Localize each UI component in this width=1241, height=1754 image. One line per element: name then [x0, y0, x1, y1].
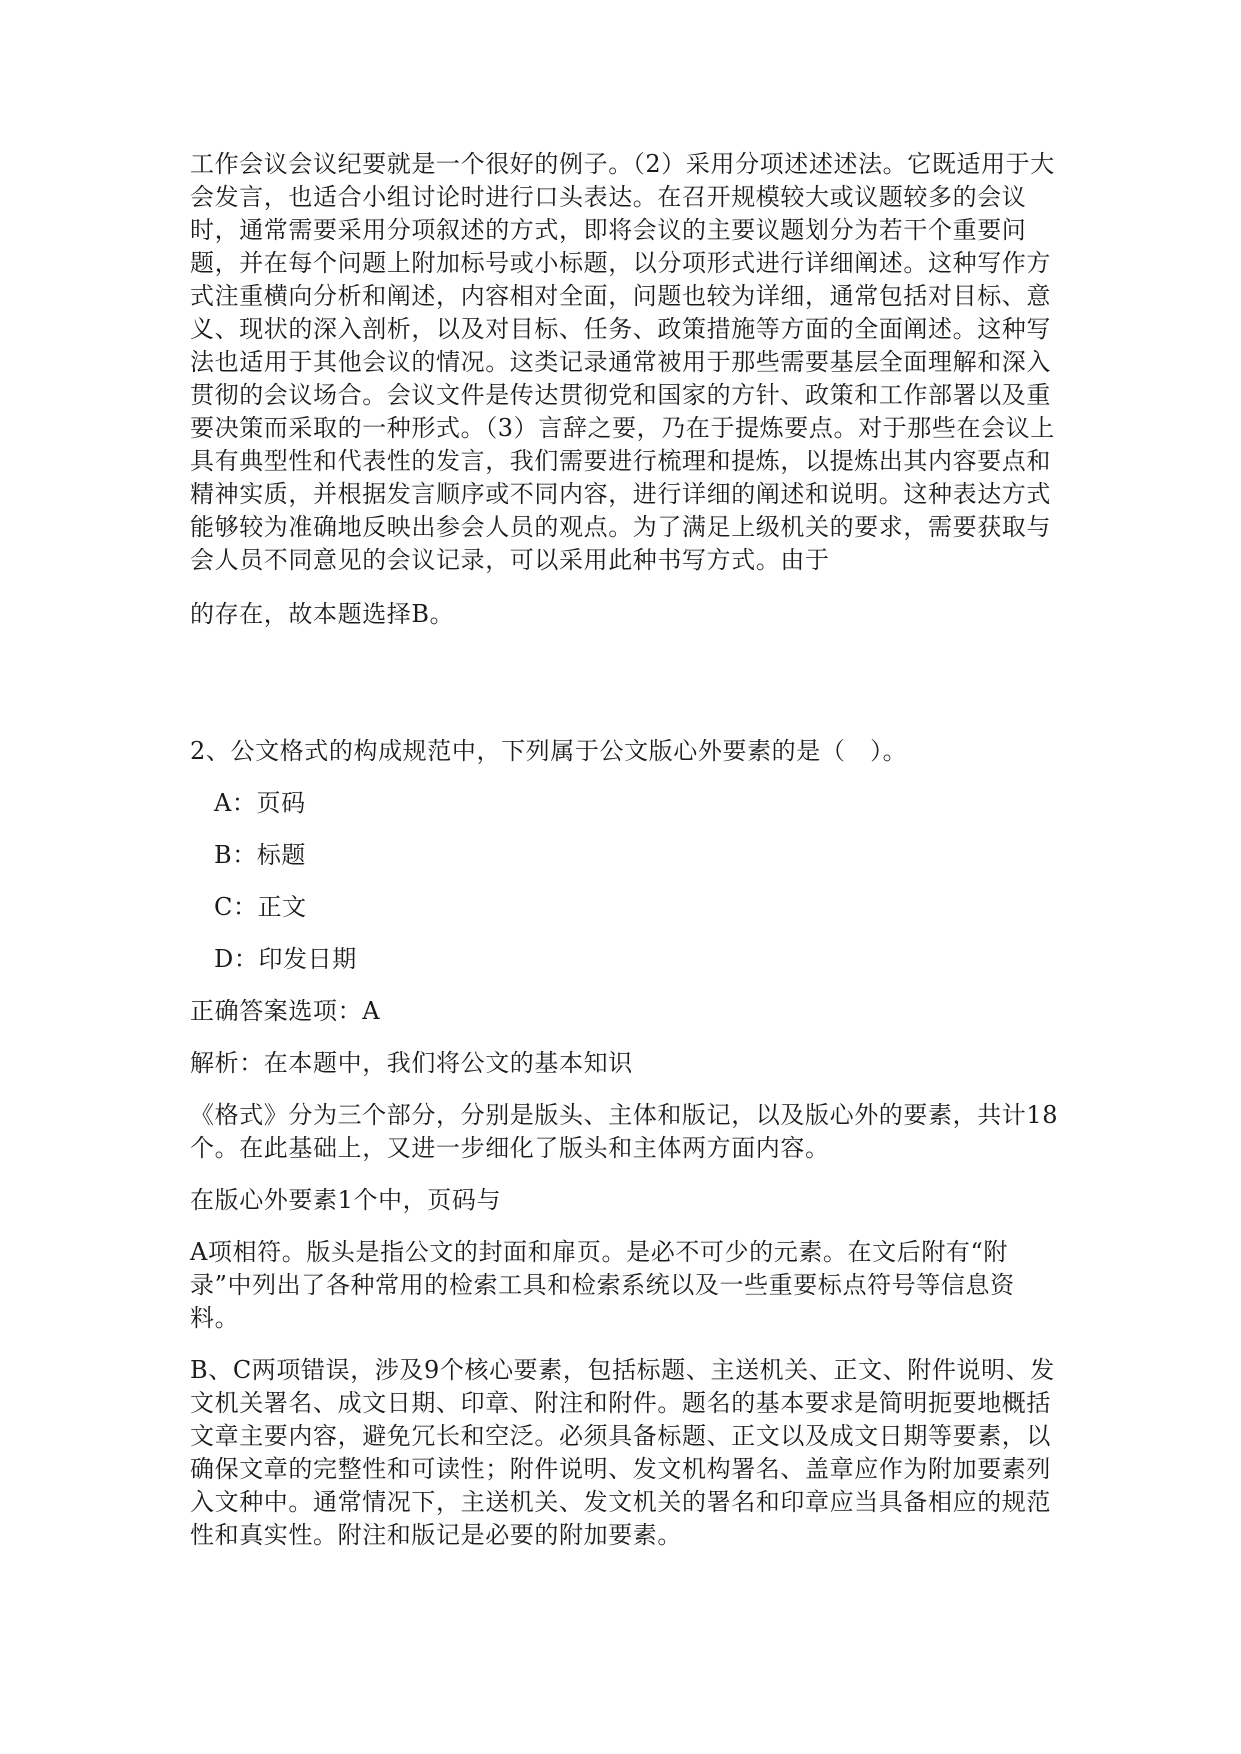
option-d: D：印发日期 — [214, 945, 357, 973]
option-c: C：正文 — [214, 893, 307, 921]
option-b: B：标题 — [214, 841, 307, 869]
analysis-paragraph: B、C两项错误，涉及9个核心要素，包括标题、主送机关、正文、附件说明、发文机关署名、成文日期、印章、附注和附件。题名的基本要求是简明扼要地概括文章主要内容，避免冗长和空泛。必须具备标题、正文以及成文日期等要素，以确保文章的完整性和可读性；附件说明、发文机构署名、盖章应作为附加要素列入文种中。通常情况下，主送机关、发文机关的署名和印章应当具备相应的规范性和真实性。附注和版记是必要的附加要素。 — [190, 1356, 1055, 1549]
analysis-intro: 解析：在本题中，我们将公文的基本知识 — [190, 1049, 633, 1077]
analysis-paragraph: A项相符。版头是指公文的封面和扉页。是必不可少的元素。在文后附有“附录”中列出了各种常用的检索工具和检索系统以及一些重要标点符号等信息资料。 — [190, 1238, 1015, 1332]
option-a: A：页码 — [214, 789, 306, 817]
analysis-paragraph: 《格式》分为三个部分，分别是版头、主体和版记，以及版心外的要素，共计18个。在此基础上，又进一步细化了版头和主体两方面内容。 — [190, 1101, 1059, 1162]
document-page — [190, 148, 1060, 1552]
analysis-paragraph: 在版心外要素1个中，页码与 — [190, 1186, 502, 1214]
question-stem: 2、公文格式的构成规范中，下列属于公文版心外要素的是（ ）。 — [190, 737, 908, 765]
explanation-paragraph: 工作会议会议纪要就是一个很好的例子。（2）采用分项述述述法。它既适用于大会发言，也适合小组讨论时进行口头表达。在召开规模较大或议题较多的会议时，通常需要采用分项叙述的方式，即将会议的主要议题划分为若干个重要问题，并在每个问题上附加标号或小标题，以分项形式进行详细阐述。这种写作方式注重横向分析和阐述，内容相对全面，问题也较为详细，通常包括对目标、意义、现状的深入剖析，以及对目标、任务、政策措施等方面的全面阐述。这种写法也适用于其他会议的情况。这类记录通常被用于那些需要基层全面理解和深入贯彻的会议场合。会议文件是传达贯彻党和国家的方针、政策和工作部署以及重要决策而采取的一种形式。（3）言辞之要，乃在于提炼要点。对于那些在会议上具有典型性和代表性的发言，我们需要进行梳理和提炼，以提炼出其内容要点和精神实质，并根据发言顺序或不同内容，进行详细的阐述和说明。这种表达方式能够较为准确地反映出参会人员的观点。为了满足上级机关的要求，需要获取与会人员不同意见的会议记录，可以采用此种书写方式。由于 — [190, 150, 1055, 574]
correct-answer: 正确答案选项：A — [190, 997, 381, 1025]
conclusion-line: 的存在，故本题选择B。 — [190, 600, 455, 628]
